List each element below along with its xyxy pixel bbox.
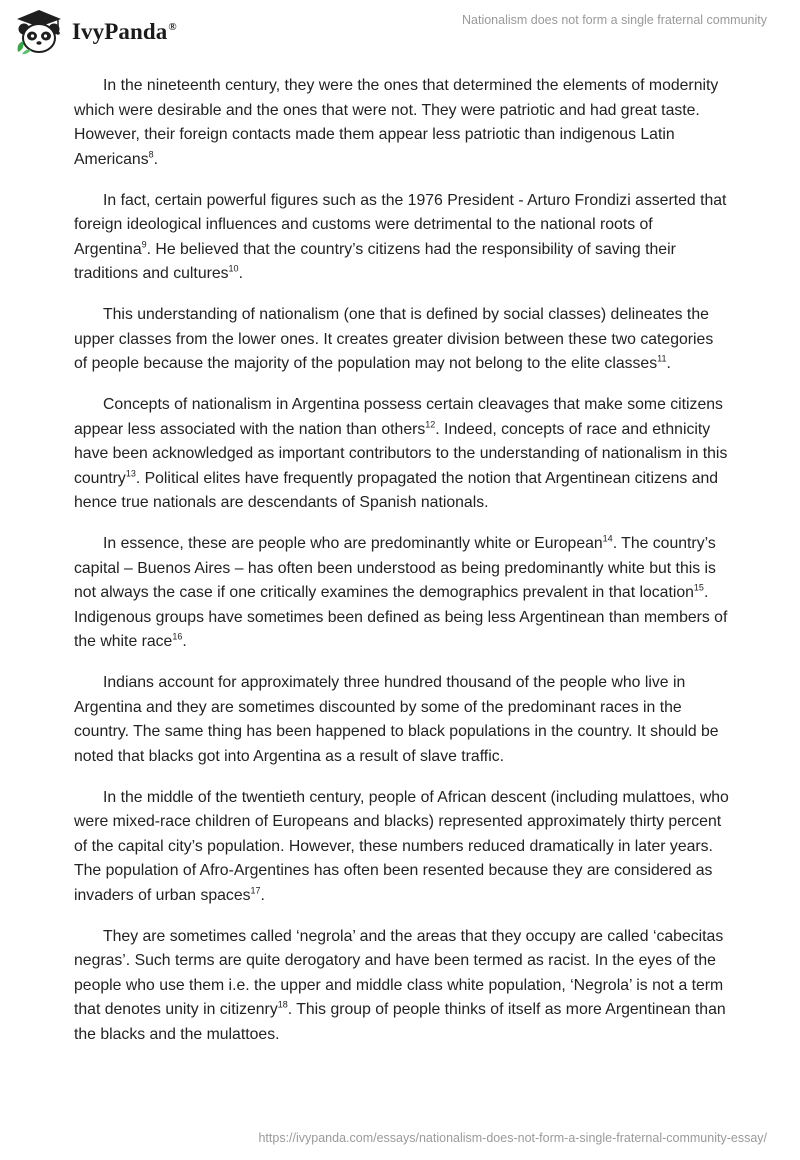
panda-graduate-icon	[14, 8, 64, 56]
paragraph-text: . Indigenous groups have sometimes been defined as being less Argentinean than members of the white race	[74, 584, 728, 650]
paragraph-text: They are sometimes called ‘negrola’ and the areas that they occupy are called ‘cabecitas negras’. Such terms are quite derogatory and have been termed as racist. In the eyes of the people who use them i.e. the upper and middle class white population, ‘Negrola’ is not a term that denotes unity in citizenry	[74, 927, 724, 1018]
essay-paragraph	[74, 393, 730, 516]
paragraph-text: .	[182, 633, 187, 650]
paragraph-text: .	[153, 150, 159, 168]
paragraph-text: .	[238, 265, 243, 282]
source-url-link[interactable]: https://ivypanda.com/essays/nationalism-does-not-form-a-single-fraternal-community-essay/	[258, 1131, 767, 1145]
footnote-ref[interactable]: 16	[172, 631, 183, 642]
paragraph-text: In the middle of the twentieth century, people of African descent (including mulattoes, who were mixed-race children of Europeans and blacks) represented approximately thirty percent of the capital city’s population. However, these numbers reduced dramatically in later years. The population of Afro-Argentines has often been resented because they are considered as invaders of urban spaces	[74, 788, 729, 904]
paragraph-text: This understanding of nationalism (one that is defined by social classes) delineates the upper classes from the lower ones. It creates greater division between these two categories of people because the majority of the population may not belong to the elite classes	[74, 306, 714, 372]
essay-paragraph	[74, 303, 730, 377]
essay-paragraph	[74, 925, 730, 1048]
paragraph-text: . Political elites have frequently propagated the notion that Argentinean citizens and hence true nationals are descendants of Spanish nationals.	[74, 469, 719, 511]
paragraph-text: In essence, these are people who are predominantly white or European	[103, 535, 603, 552]
footnote-ref[interactable]: 17	[250, 885, 261, 896]
essay-body	[74, 74, 730, 1064]
footnote-ref[interactable]: 9	[141, 239, 147, 250]
paragraph-text: . This group of people thinks of itself as more Argentinean than the blacks and the mulattoes.	[74, 1001, 726, 1043]
paragraph-text: Concepts of nationalism in Argentina possess certain cleavages that make some citizens appear less associated with the nation than others	[74, 396, 723, 438]
paragraph-text: .	[260, 886, 265, 904]
footnote-ref[interactable]: 10	[228, 263, 239, 274]
essay-paragraph	[74, 532, 730, 655]
footnote-ref[interactable]: 11	[657, 353, 667, 364]
footnote-ref[interactable]: 12	[425, 419, 436, 430]
footnote-ref[interactable]: 18	[277, 999, 288, 1010]
paragraph-text: . Indeed, concepts of race and ethnicity have been acknowledged as important contributors to the understanding of nationalism in this country	[74, 420, 728, 487]
essay-paragraph	[74, 189, 730, 287]
paragraph-text: . He believed that the country’s citizens had the responsibility of saving their traditions and cultures	[74, 240, 676, 282]
footnote-ref[interactable]: 13	[125, 468, 136, 479]
essay-paragraph	[74, 671, 730, 769]
paragraph-text: In fact, certain powerful figures such as the 1976 President - Arturo Frondizi asserted that foreign ideological influences and customs were detrimental to the national roots of Argentina	[74, 191, 727, 258]
essay-paragraph	[74, 74, 730, 172]
paragraph-text: In the nineteenth century, they were the ones that determined the elements of modernity which were desirable and the ones that were not. They were patriotic and had great taste. However, their foreign contacts made them appear less patriotic than indigenous Latin Americans	[74, 77, 719, 168]
footnote-ref[interactable]: 8	[148, 149, 154, 160]
document-title: Nationalism does not form a single fraternal community	[462, 13, 767, 27]
paragraph-text: Indians account for approximately three hundred thousand of the people who live in Argentina and they are sometimes discounted by some of the predominant races in the country. The same thing has been happened to black populations in the country. It should be noted that blacks got into Argentina as a result of slave traffic.	[74, 674, 719, 765]
paragraph-text: . The country’s capital – Buenos Aires – has often been understood as being predominantly white but this is not always the case if one critically examines the demographics prevalent in that location	[74, 535, 716, 601]
ivypanda-logo[interactable]	[14, 8, 177, 56]
essay-paragraph	[74, 786, 730, 909]
paragraph-text: .	[666, 355, 671, 372]
page-header	[0, 0, 800, 70]
footnote-ref[interactable]: 15	[693, 582, 704, 593]
footnote-ref[interactable]: 14	[602, 533, 613, 544]
brand-name: IvyPanda®	[72, 19, 177, 44]
